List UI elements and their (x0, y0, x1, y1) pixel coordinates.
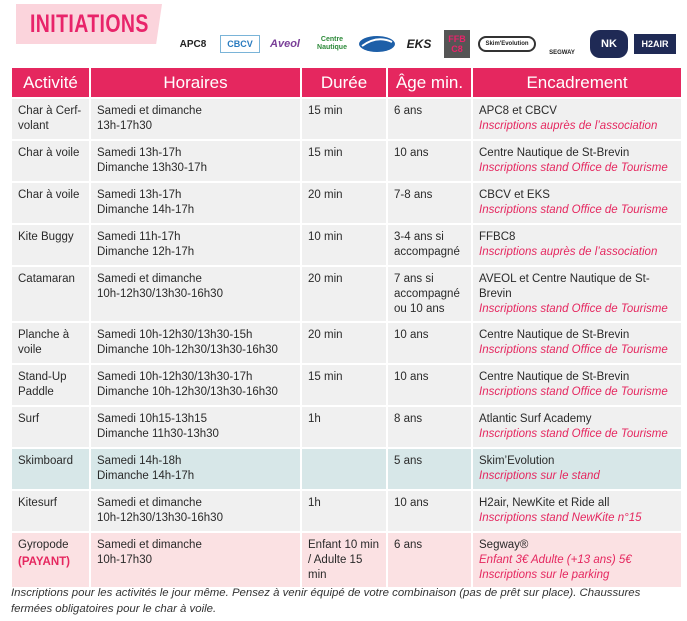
page-title: INITIATIONS (30, 10, 149, 38)
inscription-text: Inscriptions stand Office de Tourisme (479, 303, 668, 315)
horaires-line: 10h-12h30/13h30-16h30 (97, 512, 223, 524)
horaires-line: Samedi 13h-17h (97, 147, 182, 159)
cell-horaires (90, 98, 301, 140)
encadrement-text: Centre Nautique de St-Brevin (479, 371, 630, 383)
horaires-line: Samedi 10h-12h30/13h30-17h (97, 371, 253, 383)
cell-activite: Surf (11, 406, 90, 448)
cell-horaires (90, 224, 301, 266)
logo-skimevolution: Skim'Evolution (478, 36, 536, 52)
tarif-text: Enfant 3€ Adulte (+13 ans) 5€ (479, 554, 632, 566)
horaires-line: Samedi 10h15-13h15 (97, 413, 207, 425)
encadrement-text: H2air, NewKite et Ride all (479, 497, 610, 509)
horaires-line: Dimanche 14h-17h (97, 470, 195, 482)
cell-horaires (90, 448, 301, 490)
horaires-line: Samedi et dimanche (97, 539, 202, 551)
cell-activite (11, 532, 90, 588)
encadrement-text: Atlantic Surf Academy (479, 413, 592, 425)
table-row (11, 322, 682, 364)
logo-blue-swoosh (358, 30, 396, 58)
cell-horaires (90, 140, 301, 182)
logo-apc8: APC8 (179, 38, 207, 50)
horaires-line: Dimanche 13h30-17h (97, 162, 207, 174)
cell-encadrement (472, 98, 682, 140)
cell-encadrement (472, 322, 682, 364)
horaires-line: 10h-12h30/13h30-16h30 (97, 288, 223, 300)
cell-duree: 20 min (301, 322, 387, 364)
horaires-line: Dimanche 12h-17h (97, 246, 195, 258)
cell-encadrement (472, 490, 682, 532)
encadrement-text: Skim’Evolution (479, 455, 555, 467)
inscription-text: Inscriptions stand Office de Tourisme (479, 386, 668, 398)
horaires-line: 10h-17h30 (97, 554, 152, 566)
cell-age: 10 ans (387, 490, 472, 532)
cell-activite: Skimboard (11, 448, 90, 490)
table-row (11, 224, 682, 266)
inscription-text: Inscriptions stand Office de Tourisme (479, 204, 668, 216)
logo-eks: EKS (406, 37, 432, 51)
horaires-line: Samedi 10h-12h30/13h30-15h (97, 329, 253, 341)
header-age: Âge min. (387, 67, 472, 98)
cell-activite: Planche à voile (11, 322, 90, 364)
inscription-text: Inscriptions stand NewKite n°15 (479, 512, 642, 524)
logo-segway: SEGWAY (549, 50, 575, 56)
encadrement-text: Segway® (479, 539, 529, 551)
horaires-line: Dimanche 10h-12h30/13h30-16h30 (97, 344, 278, 356)
cell-duree: 15 min (301, 98, 387, 140)
cell-age: 5 ans (387, 448, 472, 490)
logo-cbcv: CBCV (220, 35, 260, 53)
horaires-line: 13h-17h30 (97, 120, 152, 132)
encadrement-text: FFBC8 (479, 231, 516, 243)
paid-badge: (PAYANT) (18, 556, 70, 568)
cell-age: 10 ans (387, 322, 472, 364)
cell-age: 10 ans (387, 364, 472, 406)
cell-duree (301, 448, 387, 490)
inscription-text: Inscriptions auprès de l’association (479, 120, 658, 132)
inscription-text: Inscriptions sur le stand (479, 470, 600, 482)
cell-activite: Kite Buggy (11, 224, 90, 266)
header-horaires: Horaires (90, 67, 301, 98)
table-row (11, 266, 682, 322)
horaires-line: Samedi 14h-18h (97, 455, 182, 467)
inscription-text: Inscriptions stand Office de Tourisme (479, 344, 668, 356)
cell-activite: Catamaran (11, 266, 90, 322)
cell-encadrement (472, 532, 682, 588)
encadrement-text: APC8 et CBCV (479, 105, 557, 117)
header-activite: Activité (11, 67, 90, 98)
cell-duree: 15 min (301, 140, 387, 182)
logo-newkite: NK (590, 30, 628, 58)
cell-horaires (90, 322, 301, 364)
encadrement-text: CBCV et EKS (479, 189, 550, 201)
encadrement-text: Centre Nautique de St-Brevin (479, 329, 630, 341)
cell-duree: 20 min (301, 266, 387, 322)
table-row (11, 532, 682, 588)
cell-encadrement (472, 140, 682, 182)
table-row (11, 98, 682, 140)
logo-ffbc8: FFB C8 (444, 30, 470, 58)
logo-aveol: Aveol (270, 38, 300, 50)
horaires-line: Samedi et dimanche (97, 105, 202, 117)
horaires-line: Dimanche 10h-12h30/13h30-16h30 (97, 386, 278, 398)
cell-duree: 10 min (301, 224, 387, 266)
cell-horaires (90, 364, 301, 406)
cell-encadrement (472, 406, 682, 448)
cell-age: 3-4 ans si accompagné (387, 224, 472, 266)
cell-encadrement (472, 364, 682, 406)
cell-age: 7 ans si accompagné ou 10 ans (387, 266, 472, 322)
cell-activite: Char à voile (11, 182, 90, 224)
horaires-line: Samedi 13h-17h (97, 189, 182, 201)
cell-duree: 15 min (301, 364, 387, 406)
cell-horaires (90, 406, 301, 448)
cell-duree: 1h (301, 490, 387, 532)
cell-age: 8 ans (387, 406, 472, 448)
cell-age: 6 ans (387, 98, 472, 140)
table-header-row (11, 67, 682, 98)
cell-duree: Enfant 10 min / Adulte 15 min (301, 532, 387, 588)
inscription-text: Inscriptions stand Office de Tourisme (479, 162, 668, 174)
horaires-line: Dimanche 11h30-13h30 (97, 428, 219, 440)
cell-activite: Char à voile (11, 140, 90, 182)
cell-horaires (90, 532, 301, 588)
inscription-text: Inscriptions stand Office de Tourisme (479, 428, 668, 440)
cell-activite: Char à Cerf-volant (11, 98, 90, 140)
horaires-line: Samedi et dimanche (97, 497, 202, 509)
cell-encadrement (472, 224, 682, 266)
horaires-line: Dimanche 14h-17h (97, 204, 195, 216)
encadrement-text: Centre Nautique de St-Brevin (479, 147, 630, 159)
cell-horaires (90, 266, 301, 322)
logo-h2air: H2AIR (634, 34, 676, 54)
cell-horaires (90, 182, 301, 224)
encadrement-text: AVEOL et Centre Nautique de St-Brevin (479, 273, 650, 300)
activite-text: Gyropode (18, 539, 69, 551)
table-row (11, 364, 682, 406)
cell-encadrement (472, 448, 682, 490)
inscription-text: Inscriptions auprès de l’association (479, 246, 658, 258)
horaires-line: Samedi 11h-17h (97, 231, 181, 243)
cell-activite: Stand-Up Paddle (11, 364, 90, 406)
cell-age: 7-8 ans (387, 182, 472, 224)
logo-centre-nautique: Centre Nautique (317, 36, 347, 51)
cell-activite: Kitesurf (11, 490, 90, 532)
inscription-text: Inscriptions sur le parking (479, 569, 610, 581)
cell-duree: 1h (301, 406, 387, 448)
table-row (11, 182, 682, 224)
initiations-table (10, 66, 683, 589)
table-row (11, 448, 682, 490)
cell-encadrement (472, 182, 682, 224)
cell-age: 6 ans (387, 532, 472, 588)
table-row (11, 140, 682, 182)
cell-horaires (90, 490, 301, 532)
table-row (11, 490, 682, 532)
horaires-line: Samedi et dimanche (97, 273, 202, 285)
footnote: Inscriptions pour les activités le jour même. Pensez à venir équipé de votre combinaison (pas de prêt sur place). Chaussures fermées obligatoires pour le char à voile. (11, 587, 641, 615)
cell-encadrement (472, 266, 682, 322)
cell-age: 10 ans (387, 140, 472, 182)
header-duree: Durée (301, 67, 387, 98)
cell-duree: 20 min (301, 182, 387, 224)
table-row (11, 406, 682, 448)
header-encadrement: Encadrement (472, 67, 682, 98)
